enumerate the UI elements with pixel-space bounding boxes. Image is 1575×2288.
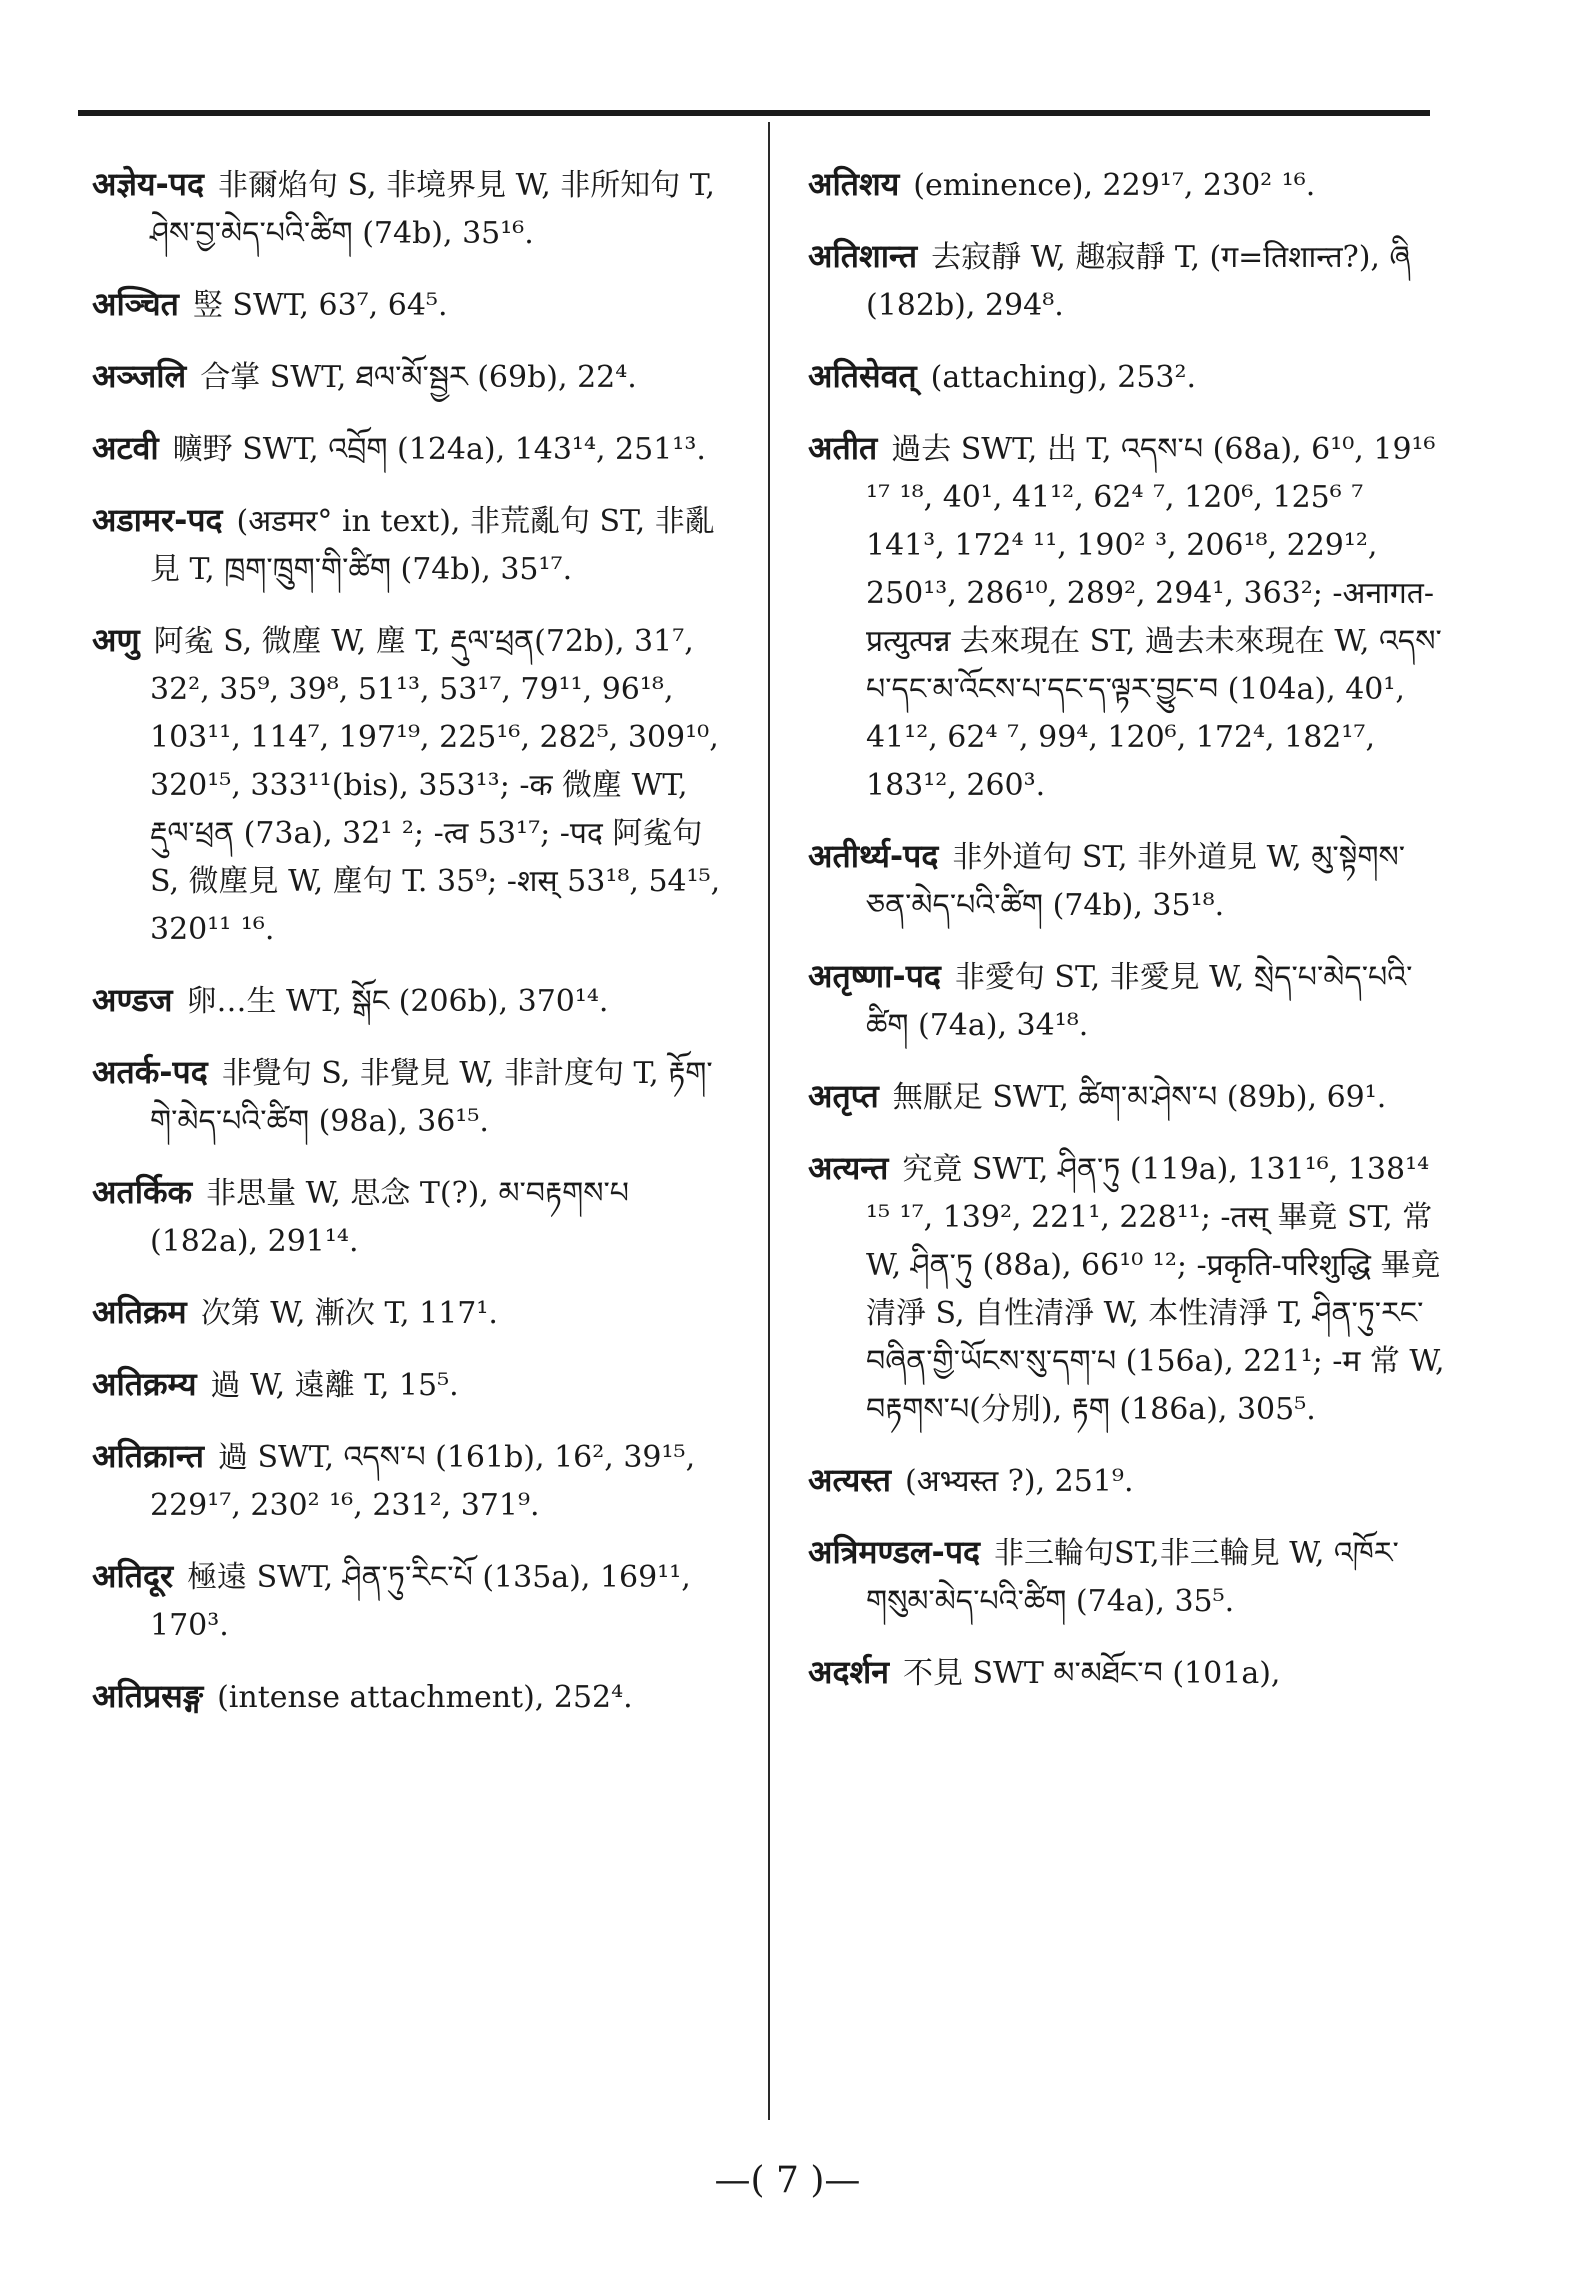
entry-headword: अतीत (808, 429, 878, 467)
left-column (92, 160, 732, 1744)
entry-body: (अडमर° in text), 非荒亂句 ST, 非亂見 T, ཁྲག་ཁྲུག་གི་ཚིག (74b), 35¹⁷. (150, 504, 715, 587)
entry-headword: अडामर-पद (92, 501, 223, 539)
dictionary-entry (808, 352, 1448, 402)
entry-body: 竪 SWT, 63⁷, 64⁵. (192, 288, 448, 323)
dictionary-entry (808, 832, 1448, 930)
entry-body: 非三輪句ST,非三輪見 W, འཁོར་གསུམ་མེད་པའི་ཚིག (74a), 35⁵. (866, 1536, 1399, 1619)
entry-headword: अतिदूर (92, 1557, 174, 1595)
dictionary-entry (92, 352, 732, 402)
dictionary-entry (92, 280, 732, 330)
dictionary-entry (92, 160, 732, 258)
entry-headword: अतिक्रान्त (92, 1437, 204, 1475)
entry-headword: अतिशय (808, 165, 900, 203)
entry-headword: अञ्जलि (92, 357, 187, 395)
dictionary-entry (92, 976, 732, 1026)
dictionary-entry (808, 952, 1448, 1050)
entry-headword: अटवी (92, 429, 159, 467)
dictionary-entry (808, 1144, 1448, 1434)
entry-body: 合掌 SWT, ཐལ་མོ་སྦྱར (69b), 22⁴. (200, 360, 637, 395)
dictionary-entry (808, 1072, 1448, 1122)
entry-headword: अतर्किक (92, 1173, 193, 1211)
dictionary-entry (92, 1360, 732, 1410)
dictionary-entry (808, 1648, 1448, 1698)
entry-headword: अतृप्त (808, 1077, 879, 1115)
entry-body: 不見 SWT མ་མཐོང་བ (101a), (902, 1656, 1281, 1691)
dictionary-entry (92, 1672, 732, 1722)
entry-body: 極遠 SWT, ཤིན་ཏུ་རིང་པོ (135a), 169¹¹, 170³. (150, 1560, 691, 1643)
dictionary-entry (808, 1456, 1448, 1506)
entry-body: 去寂靜 W, 趣寂靜 T, (ग=तिशान्त?), ཞི (182b), 294⁸. (866, 240, 1411, 323)
entry-body: 無厭足 SWT, ཚིག་མ་ཤེས་པ (89b), 69¹. (892, 1080, 1387, 1115)
entry-body: 非思量 W, 思念 T(?), མ་བརྟགས་པ (182a), 291¹⁴. (150, 1176, 629, 1259)
dictionary-entry (808, 424, 1448, 810)
entry-headword: अतिशान्त (808, 237, 918, 275)
entry-headword: अतीर्थ्य-पद (808, 837, 939, 875)
dictionary-entry (92, 424, 732, 474)
entry-body: 非外道句 ST, 非外道見 W, མུ་སྟེགས་ཅན་མེད་པའི་ཚིག (74b), 35¹⁸. (866, 840, 1406, 923)
column-divider (768, 122, 770, 2120)
dictionary-entry (92, 1432, 732, 1530)
entry-body: 阿㝹 S, 微塵 W, 塵 T, རྡུལ་ཕྲན(72b), 31⁷, 32², 35⁹, 39⁸, 51¹³, 53¹⁷, 79¹¹, 96¹⁸, 103¹¹, 114⁷, 197¹⁹, 225¹⁶, 282⁵, 309¹⁰, 320¹⁵, 333¹¹(bis), 353¹³; -क 微塵 WT, རྡུལ་ཕྲན (73a), 32¹ ²; -त्व 53¹⁷; -पद 阿㝹句 S, 微塵見 W, 塵句 T. 35⁹; -शस् 53¹⁸, 54¹⁵, 320¹¹ ¹⁶. (150, 624, 721, 947)
entry-body: (eminence), 229¹⁷, 230² ¹⁶. (913, 168, 1316, 203)
entry-body: 卵…生 WT, སྒོང (206b), 370¹⁴. (186, 984, 609, 1019)
entry-body: 過 SWT, འདས་པ (161b), 16², 39¹⁵, 229¹⁷, 230² ¹⁶, 231², 371⁹. (150, 1440, 696, 1523)
entry-body: (अभ्यस्त ?), 251⁹. (904, 1464, 1134, 1499)
entry-headword: अतर्क-पद (92, 1053, 208, 1091)
dictionary-entry (92, 616, 732, 954)
entry-headword: अण्डज (92, 981, 173, 1019)
dictionary-entry (92, 1168, 732, 1266)
entry-headword: अतिप्रसङ्ग (92, 1677, 204, 1715)
entry-body: 非覺句 S, 非覺見 W, 非計度句 T, རྟོག་གེ་མེད་པའི་ཚིག (98a), 36¹⁵. (150, 1056, 713, 1139)
entry-headword: अतिक्रम (92, 1293, 187, 1331)
entry-headword: अत्रिमण्डल-पद (808, 1533, 981, 1571)
entry-body: 曠野 SWT, འབྲོག (124a), 143¹⁴, 251¹³. (172, 432, 706, 467)
entry-body: 次第 W, 漸次 T, 117¹. (200, 1296, 498, 1331)
entry-headword: अज्ञेय-पद (92, 165, 204, 203)
dictionary-entry (808, 1528, 1448, 1626)
dictionary-entry (808, 232, 1448, 330)
entry-body: (intense attachment), 252⁴. (217, 1680, 633, 1715)
entry-headword: अञ्चित (92, 285, 179, 323)
entry-body: 非爾焰句 S, 非境界見 W, 非所知句 T, ཤེས་བྱ་མེད་པའི་ཚིག (74b), 35¹⁶. (150, 168, 715, 251)
entry-body: 非愛句 ST, 非愛見 W, སྲེད་པ་མེད་པའི་ཚིག (74a), 34¹⁸. (866, 960, 1413, 1043)
dictionary-entry (808, 160, 1448, 210)
entry-headword: अत्यन्त (808, 1149, 889, 1187)
dictionary-entry (92, 496, 732, 594)
dictionary-entry (92, 1552, 732, 1650)
entry-body: 究竟 SWT, ཤིན་ཏུ (119a), 131¹⁶, 138¹⁴ ¹⁵ ¹⁷, 139², 221¹, 228¹¹; -तस् 畢竟 ST, 常 W, ཤིན་ཏུ (88a), 66¹⁰ ¹²; -प्रकृति-परिशुद्धि 畢竟清淨 S, 自性清淨 W, 本性清淨 T, ཤིན་ཏུ་རང་བཞིན་གྱི་ཡོངས་སུ་དག་པ (156a), 221¹; -म 常 W, བརྟགས་པ(分別), རྟག (186a), 305⁵. (866, 1152, 1445, 1427)
entry-body: (attaching), 253². (930, 360, 1197, 395)
entry-headword: अदर्शन (808, 1653, 889, 1691)
entry-headword: अत्यस्त (808, 1461, 891, 1499)
entry-headword: अणु (92, 621, 140, 659)
entry-headword: अतृष्णा-पद (808, 957, 941, 995)
right-column (808, 160, 1448, 1720)
top-rule (78, 110, 1430, 116)
entry-headword: अतिक्रम्य (92, 1365, 197, 1403)
dictionary-entry (92, 1048, 732, 1146)
entry-body: 過去 SWT, 出 T, འདས་པ (68a), 6¹⁰, 19¹⁶ ¹⁷ ¹⁸, 40¹, 41¹², 62⁴ ⁷, 120⁶, 125⁶ ⁷ 141³, 172⁴ ¹¹, 190² ³, 206¹⁸, 229¹², 250¹³, 286¹⁰, 289², 294¹, 363²; -अनागत-प्रत्युत्पन्न 去來現在 ST, 過去未來現在 W, འདས་པ་དང་མ་འོངས་པ་དང་ད་ལྟར་བྱུང་བ (104a), 40¹, 41¹², 62⁴ ⁷, 99⁴, 120⁶, 172⁴, 182¹⁷, 183¹², 260³. (866, 432, 1442, 803)
page-number: —( 7 )— (714, 2160, 861, 2201)
entry-headword: अतिसेवत् (808, 357, 917, 395)
entry-body: 過 W, 遠離 T, 15⁵. (210, 1368, 459, 1403)
dictionary-entry (92, 1288, 732, 1338)
